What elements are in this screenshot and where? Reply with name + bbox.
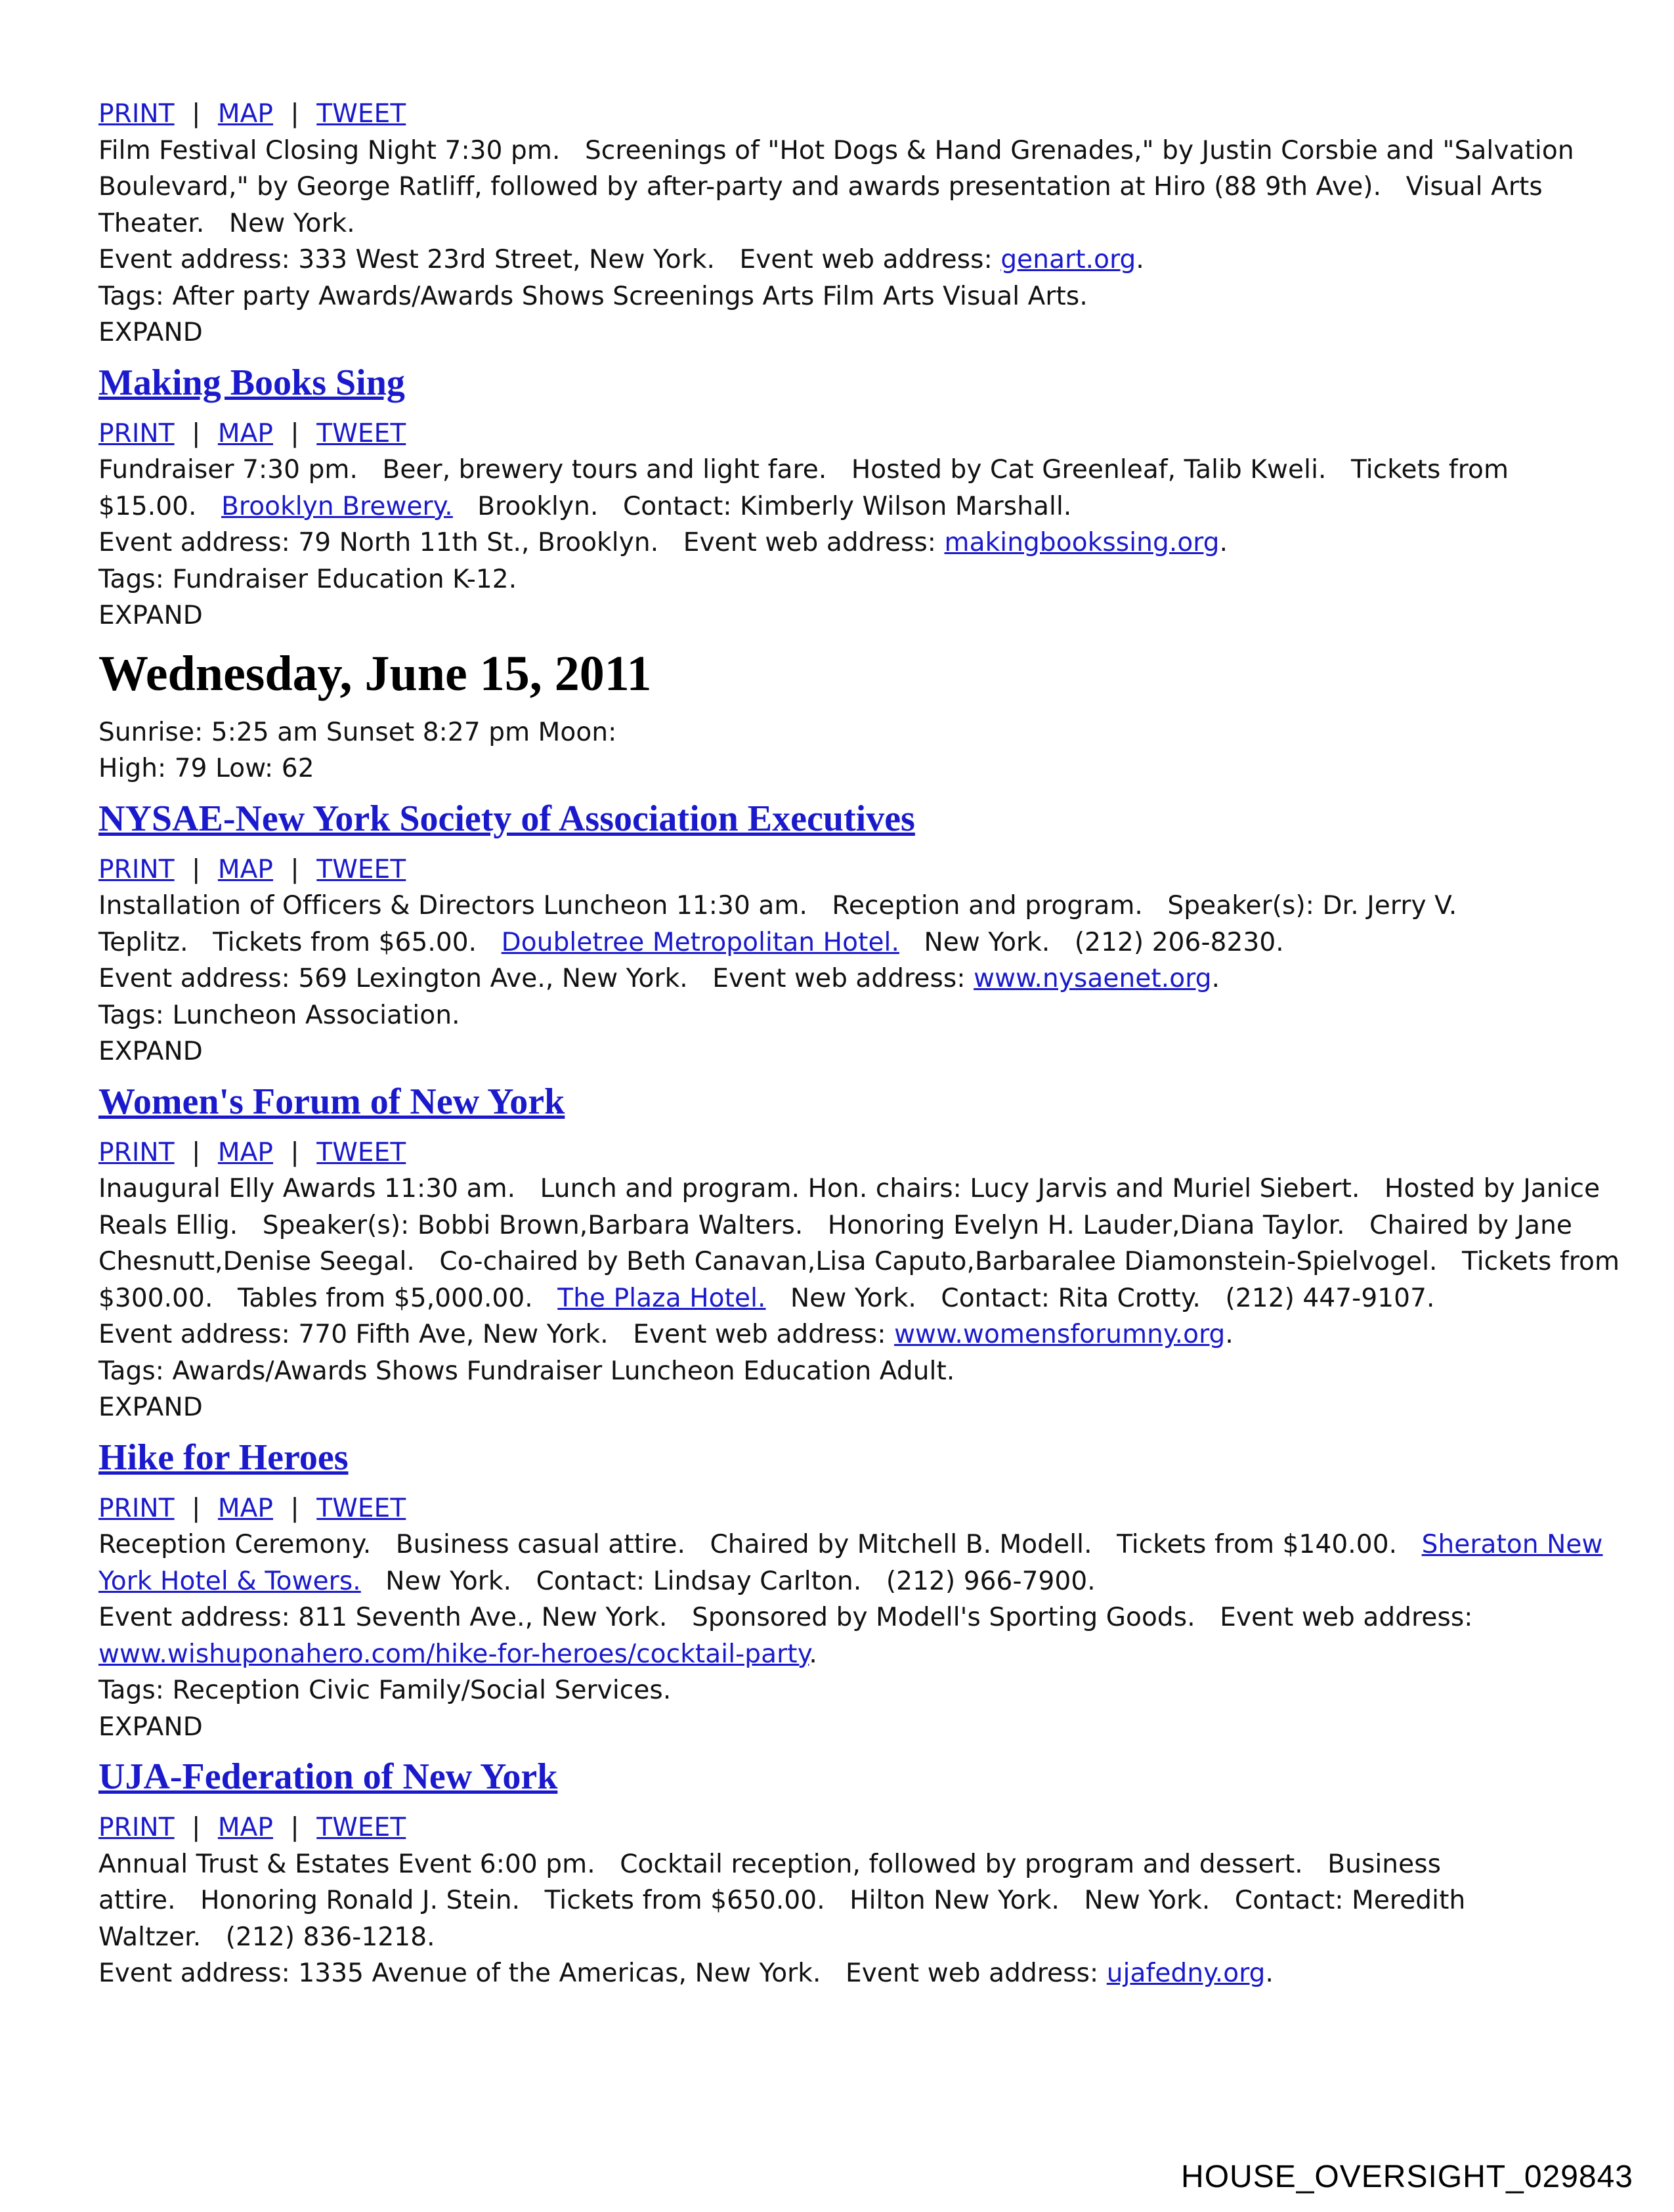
event-description: attire. Honoring Ronald J. Stein. Tickets from $650.00. Hilton New York. New York. Contact: Meredith (98, 1886, 1466, 1915)
expand-button[interactable]: EXPAND (98, 1037, 203, 1066)
event-actions (98, 1810, 1543, 1846)
event-listing-page (98, 96, 1620, 1992)
event-description: Film Festival Closing Night 7:30 pm. Screenings of "Hot Dogs & Hand Grenades," by Justin Corsbie and "Salvation (98, 135, 1574, 165)
event-description (98, 1563, 1543, 1600)
event-address (98, 961, 1543, 997)
event-description: Reals Ellig. Speaker(s): Bobbi Brown,Barbara Walters. Honoring Evelyn H. Lauder,Diana Taylor. Chaired by Jane (98, 1210, 1572, 1240)
venue-link[interactable]: York Hotel & Towers. (98, 1566, 361, 1596)
event-web-link[interactable]: www.wishuponahero.com/hike-for-heroes/cocktail-party (98, 1639, 809, 1669)
separator: | (192, 1493, 201, 1523)
event-title-link[interactable]: NYSAE-New York Society of Association Executives (98, 798, 915, 839)
event-web-link[interactable]: ujafedny.org (1106, 1959, 1266, 1988)
expand-button[interactable]: EXPAND (98, 1712, 203, 1742)
event-address-text: Event address: 1335 Avenue of the Americas, New York. Event web address: (98, 1959, 1107, 1988)
print-link[interactable]: PRINT (98, 854, 175, 884)
event-description (98, 488, 1543, 525)
separator: | (192, 1137, 201, 1167)
map-link[interactable]: MAP (217, 1493, 274, 1523)
event-tags: Tags: Reception Civic Family/Social Services. (98, 1676, 672, 1705)
event-description (98, 1527, 1603, 1563)
event-address (98, 525, 1543, 561)
tweet-link[interactable]: TWEET (316, 1493, 406, 1523)
event-title-link[interactable]: Making Books Sing (98, 362, 405, 403)
event-block-nysae (98, 787, 1543, 1070)
tweet-link[interactable]: TWEET (316, 418, 406, 448)
expand-button[interactable]: EXPAND (98, 318, 203, 347)
period: . (1211, 964, 1220, 993)
separator: | (290, 99, 299, 129)
tweet-link[interactable]: TWEET (316, 99, 406, 129)
description-text: Reception Ceremony. Business casual attire. Chaired by Mitchell B. Modell. Tickets from $140.00. (98, 1530, 1422, 1559)
print-link[interactable]: PRINT (98, 99, 175, 129)
description-text: New York. Contact: Rita Crotty. (212) 447-9107. (765, 1283, 1435, 1313)
tweet-link[interactable]: TWEET (316, 1813, 406, 1842)
expand-button[interactable]: EXPAND (98, 1393, 203, 1422)
event-description: Theater. New York. (98, 208, 355, 238)
separator: | (290, 854, 299, 884)
event-actions (98, 416, 1543, 452)
event-block-uja-federation (98, 1745, 1543, 1992)
event-tags: Tags: Fundraiser Education K-12. (98, 564, 517, 594)
event-title-link[interactable]: UJA-Federation of New York (98, 1756, 558, 1797)
separator: | (290, 1137, 299, 1167)
print-link[interactable]: PRINT (98, 418, 175, 448)
event-web-address (98, 1636, 1543, 1673)
venue-link[interactable]: Brooklyn Brewery. (221, 491, 453, 521)
document-id: HOUSE_OVERSIGHT_029843 (1181, 2159, 1633, 2194)
event-address (98, 1316, 1543, 1353)
description-text: $15.00. (98, 491, 222, 521)
event-description: Inaugural Elly Awards 11:30 am. Lunch and program. Hon. chairs: Lucy Jarvis and Muriel Siebert. Hosted by Janice (98, 1174, 1600, 1204)
expand-button[interactable]: EXPAND (98, 601, 203, 630)
separator: | (290, 418, 299, 448)
event-description: Waltzer. (212) 836-1218. (98, 1922, 435, 1952)
print-link[interactable]: PRINT (98, 1493, 175, 1523)
event-address-text: Event address: 79 North 11th St., Brooklyn. Event web address: (98, 528, 945, 557)
event-tags: Tags: Awards/Awards Shows Fundraiser Luncheon Education Adult. (98, 1356, 955, 1386)
venue-link[interactable]: The Plaza Hotel. (557, 1283, 766, 1313)
event-address: Event address: 811 Seventh Ave., New York. Sponsored by Modell's Sporting Goods. Event web address: (98, 1603, 1473, 1632)
event-tags: Tags: Luncheon Association. (98, 1000, 460, 1030)
event-actions (98, 1490, 1543, 1527)
map-link[interactable]: MAP (217, 1137, 274, 1167)
map-link[interactable]: MAP (217, 854, 274, 884)
period: . (1225, 1320, 1234, 1349)
map-link[interactable]: MAP (217, 418, 274, 448)
map-link[interactable]: MAP (217, 99, 274, 129)
description-text: New York. (212) 206-8230. (899, 927, 1284, 957)
period: . (1219, 528, 1228, 557)
event-address (98, 242, 1543, 278)
event-description: Boulevard," by George Ratliff, followed by after-party and awards presentation at Hiro (88 9th Ave). Visual Arts (98, 172, 1543, 202)
period: . (1136, 245, 1144, 274)
event-description: Annual Trust & Estates Event 6:00 pm. Cocktail reception, followed by program and dessert. Business (98, 1849, 1442, 1879)
event-description: Installation of Officers & Directors Luncheon 11:30 am. Reception and program. Speaker(s): Dr. Jerry V. (98, 891, 1457, 921)
period: . (809, 1639, 817, 1669)
event-description (98, 924, 1543, 961)
tweet-link[interactable]: TWEET (316, 1137, 406, 1167)
event-block-womens-forum (98, 1070, 1620, 1426)
event-actions (98, 96, 1543, 133)
description-text: $300.00. Tables from $5,000.00. (98, 1283, 558, 1313)
event-title-link[interactable]: Women's Forum of New York (98, 1081, 565, 1122)
print-link[interactable]: PRINT (98, 1813, 175, 1842)
separator: | (290, 1813, 299, 1842)
event-address-text: Event address: 569 Lexington Ave., New York. Event web address: (98, 964, 974, 993)
day-header (98, 647, 1543, 787)
venue-link[interactable]: Sheraton New (1421, 1530, 1603, 1559)
print-link[interactable]: PRINT (98, 1137, 175, 1167)
event-description: Chesnutt,Denise Seegal. Co-chaired by Beth Canavan,Lisa Caputo,Barbaralee Diamonstein-Spielvogel. Tickets from (98, 1247, 1620, 1276)
separator: | (290, 1493, 299, 1523)
event-title-link[interactable]: Hike for Heroes (98, 1437, 349, 1478)
venue-link[interactable]: Doubletree Metropolitan Hotel. (501, 927, 899, 957)
event-block-hike-for-heroes (98, 1426, 1603, 1746)
sun-moon-info: Sunrise: 5:25 am Sunset 8:27 pm Moon: (98, 717, 617, 747)
event-description: Fundraiser 7:30 pm. Beer, brewery tours and light fare. Hosted by Cat Greenleaf, Talib Kweli. Tickets from (98, 455, 1509, 485)
event-block-making-books-sing (98, 351, 1543, 634)
event-address (98, 1955, 1543, 1992)
description-text: New York. Contact: Lindsay Carlton. (212) 966-7900. (360, 1566, 1096, 1596)
event-block-film-festival (98, 96, 1574, 351)
separator: | (192, 854, 201, 884)
description-text: Teplitz. Tickets from $65.00. (98, 927, 502, 957)
separator: | (192, 418, 201, 448)
event-address-text: Event address: 333 West 23rd Street, New York. Event web address: (98, 245, 1001, 274)
event-address-text: Event address: 770 Fifth Ave, New York. Event web address: (98, 1320, 895, 1349)
tweet-link[interactable]: TWEET (316, 854, 406, 884)
event-web-link[interactable]: makingbookssing.org (944, 528, 1220, 557)
separator: | (192, 1813, 201, 1842)
period: . (1265, 1959, 1274, 1988)
description-text: Brooklyn. Contact: Kimberly Wilson Marshall. (452, 491, 1072, 521)
date-heading: Wednesday, June 15, 2011 (98, 645, 652, 701)
event-tags: Tags: After party Awards/Awards Shows Screenings Arts Film Arts Visual Arts. (98, 281, 1088, 311)
temperature-info: High: 79 Low: 62 (98, 754, 314, 783)
event-description (98, 1280, 1543, 1317)
event-actions (98, 1135, 1543, 1171)
separator: | (192, 99, 201, 129)
map-link[interactable]: MAP (217, 1813, 274, 1842)
event-web-link[interactable]: www.womensforumny.org (894, 1320, 1226, 1349)
event-web-link[interactable]: www.nysaenet.org (974, 964, 1212, 993)
event-web-link[interactable]: genart.org (1000, 245, 1136, 274)
event-actions (98, 852, 1543, 888)
